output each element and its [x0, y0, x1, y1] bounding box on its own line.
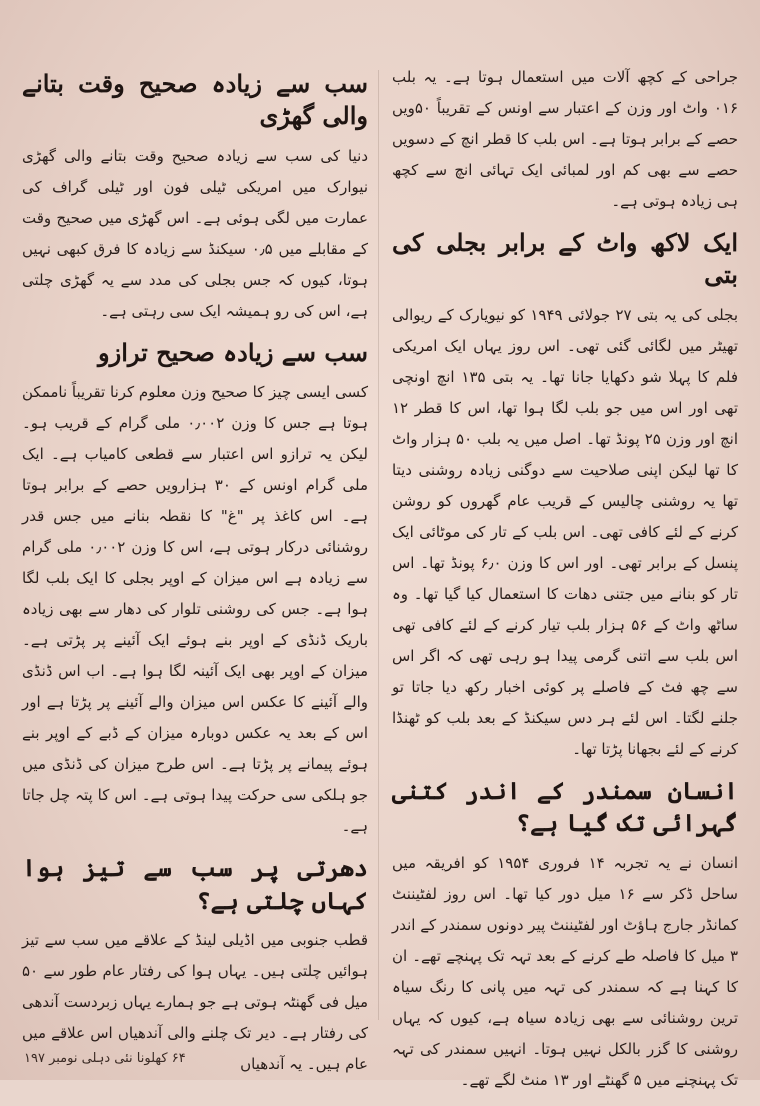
article-surgical-bulb [392, 62, 738, 217]
article-big-lamp [392, 227, 738, 765]
article-body: دنیا کی سب سے زیادہ صحیح وقت بتانے والی گھڑی نیوارک میں امریکی ٹیلی فون اور ٹیلی گراف کی عمارت میں لگی ہوئی ہے۔ اس گھڑی میں صحیح وقت کے مقابلے میں ۰٫۵ سیکنڈ سے زیادہ کا فرق کبھی نہیں ہوتا، کیوں کہ جس بجلی کی مدد سے یہ گھڑی چلتی ہے، اس کی رو ہمیشہ ایک سی رہتی ہے۔ [22, 146, 368, 320]
article-body: کسی ایسی چیز کا صحیح وزن معلوم کرنا تقریباً ناممکن ہوتا ہے جس کا وزن ۰٫۰۰۲ ملی گرام کے قریب ہو۔ لیکن یہ ترازو اس اعتبار سے قطعی کامیاب ہے۔ ایک ملی گرام اونس کے ۳۰ ہزارویں حصے کے برابر ہوتا ہے۔ اس کاغذ پر "غ" کا نقطہ بنانے میں جس قدر روشنائی درکار ہوتی ہے، اس کا وزن ۰٫۰۰۲ ملی گرام سے زیادہ ہے اس میزان کے اوپر بجلی کا ایک بلب لگا ہوا ہے۔ جس کی روشنی تلوار کی دھار سے بھی زیادہ باریک ڈنڈی کے اوپر بنے ہوئے ایک آئینے پر پڑتی ہے۔ میزان کے اوپر بھی ایک آئینہ لگا ہوا ہے۔ اب اس ڈنڈی والے آئینے کا عکس اس میزان والے آئینے پر پڑتا ہے اور اس کے بعد یہ عکس دوبارہ میزان کے ڈبے کے اوپر بنے ہوئے پیمانے پر پڑتا ہے۔ اس طرح میزان کی ڈنڈی میں جو ہلکی سی حرکت پیدا ہوتی ہے۔ اس کا پتہ چل جاتا ہے۔ [22, 383, 368, 836]
right-column [392, 62, 738, 1106]
article-body: انسان نے یہ تجربہ ۱۴ فروری ۱۹۵۴ کو افریقہ میں ساحل ڈکر سے ۱۶ میل دور کیا تھا۔ اس روز لفٹیننٹ کمانڈر جارج ہاؤٹ اور لفٹیننٹ پیر دونوں سمندر کے اندر ۳ میل کا فاصلہ طے کرنے کے بعد تہہ تک پہنچے تھے۔ ان کا کہنا ہے کہ سمندر کی تہہ میں پانی کا رنگ سیاہ ترین روشنائی سے بھی زیادہ سیاہ ہے، کیوں کہ یہاں روشنی کا گزر بالکل نہیں ہوتا۔ انہیں سمندر کی تہہ تک پہنچنے میں ۵ گھنٹے اور ۱۳ منٹ لگے تھے۔ [392, 853, 738, 1089]
article-heading: ایک لاکھ واٹ کے برابر بجلی کی بتی [392, 228, 738, 290]
column-divider [378, 70, 379, 1020]
page-footer: ۶۴ کھلونا نئی دہلی نومبر ۱۹۷ [24, 1051, 186, 1066]
article-heading: سب سے زیادہ صحیح وقت بتانے والی گھڑی [22, 69, 368, 131]
article-fastest-wind [22, 852, 368, 1080]
article-ocean-depth [392, 775, 738, 1096]
article-accurate-scale [22, 337, 368, 842]
article-body: بجلی کی یہ بتی ۲۷ جولائی ۱۹۴۹ کو نیویارک کے ریوالی تھیٹر میں لگائی گئی تھی۔ اس روز یہاں ایک امریکی فلم کا پہلا شو دکھایا جانا تھا۔ یہ بتی ۱۳۵ انچ اونچی تھی اور اس میں جو بلب لگا ہوا تھا، اس کا قطر ۱۲ انچ اور وزن ۲۵ پونڈ تھا۔ اصل میں یہ بلب ۵۰ ہزار واٹ کا تھا لیکن اپنی صلاحیت سے دوگنی زیادہ روشنی دیتا تھا یہ روشنی چالیس کے قریب عام گھروں کو روشن کرنے کے لئے کافی تھی۔ اس بلب کے تار کی موٹائی ایک پنسل کے برابر تھی۔ اور اس کا وزن ۶٫۰ پونڈ تھا۔ اس تار کو بنانے میں جتنی دھات کا استعمال کیا گیا تھا۔ وہ ساٹھ واٹ کے ۵۶ ہزار بلب تیار کرنے کے لئے کافی تھی اس بلب سے اتنی گرمی پیدا ہو رہی تھی کہ اگر اس سے چھ فٹ کے فاصلے پر کوئی اخبار رکھ دیا جاتا تو جلنے لگتا۔ اس لئے ہر دس سیکنڈ کے بعد بلب کو ٹھنڈا کرنے کے لئے بجھانا پڑتا تھا۔ [392, 305, 739, 758]
article-body: قطب جنوبی میں اڈیلی لینڈ کے علاقے میں سب سے تیز ہوائیں چلتی ہیں۔ یہاں ہوا کی رفتار عام طور سے ۵۰ میل فی گھنٹہ ہوتی ہے جو ہمارے یہاں زبردست آندھی کی رفتار ہے۔ دیر تک چلنے والی آندھیاں اس علاقے میں عام ہیں۔ یہ آندھیاں [22, 930, 368, 1073]
article-heading: انسان سمندر کے اندر کتنی گہرائی تک گیا ہے؟ [392, 775, 738, 838]
article-heading: دھرتی پر سب سے تیز ہوا کہاں چلتی ہے؟ [22, 853, 368, 915]
left-column [22, 62, 368, 1090]
article-body: جراحی کے کچھ آلات میں استعمال ہوتا ہے۔ یہ بلب ۰۱۶ واٹ اور وزن کے اعتبار سے اونس کے تقریباً ۵۰ویں حصے کے برابر ہوتا ہے۔ اس بلب کا قطر انچ کے دسویں حصے سے بھی کم اور لمبائی ایک تہائی انچ سے کچھ ہی زیادہ ہوتی ہے۔ [392, 68, 738, 210]
article-accurate-clock [22, 68, 368, 327]
article-heading: سب سے زیادہ صحیح ترازو [98, 337, 368, 367]
